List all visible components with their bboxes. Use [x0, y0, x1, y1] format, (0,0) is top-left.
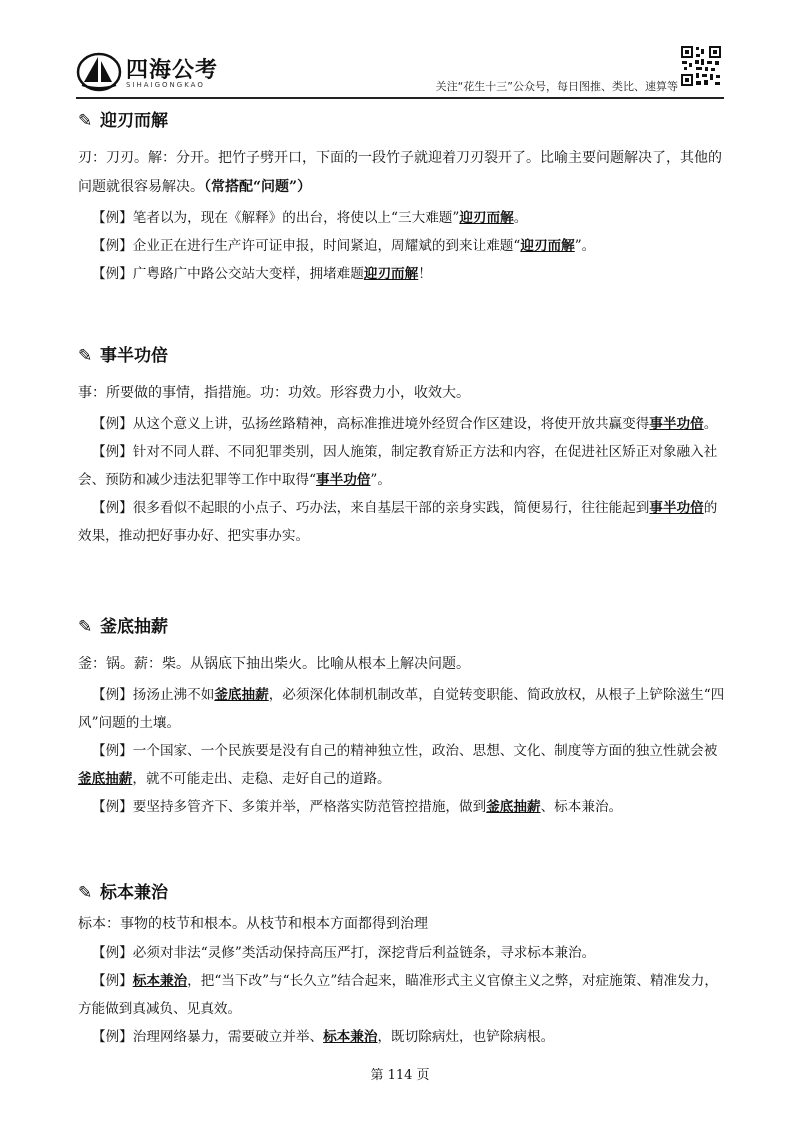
example-text: 【例】广粤路广中路公交站大变样，拥堵难题 — [92, 266, 364, 282]
example-keyword: 迎刃而解 — [520, 238, 575, 254]
example-text: 【例】企业正在进行生产许可证申报，时间紧迫，周耀斌的到来让难题“ — [92, 238, 521, 254]
definition-tag: （常搭配“问题”） — [204, 179, 312, 195]
example-text: 【例】 — [92, 973, 133, 989]
example-keyword: 迎刃而解 — [363, 266, 419, 282]
example — [78, 438, 728, 494]
example-text-end: ”。 — [370, 472, 391, 488]
definition-text: 釜：锅。薪：柴。从锅底下抽出柴火。比喻从根本上解决问题。 — [78, 656, 470, 672]
logo-text: 四海公考 — [126, 58, 219, 83]
page-header — [0, 0, 800, 100]
example — [78, 260, 728, 288]
example-text-end: 。 — [703, 416, 718, 432]
pencil-icon: ✎ — [78, 617, 93, 637]
example-text: 【例】治理网络暴力，需要破立并举、 — [92, 1029, 324, 1045]
definition-text: 标本：事物的枝节和根本。从枝节和根本方面都得到治理 — [78, 916, 428, 932]
section-title — [78, 880, 728, 906]
example-text-end: ，既切除病灶，也铲除病根。 — [377, 1029, 555, 1045]
example — [78, 204, 728, 232]
example-text: 【例】必须对非法“灵修”类活动保持高压严打，深挖背后利益链条，寻求标本兼治。 — [92, 945, 596, 961]
pencil-icon: ✎ — [78, 883, 93, 903]
definition — [78, 650, 728, 679]
section-title-text: 釜底抽薪 — [100, 617, 168, 637]
section-title — [78, 343, 728, 369]
section-fudichouxin — [78, 614, 728, 821]
header-note: 关注“花生十三”公众号，每日图推、类比、速算等 — [435, 80, 678, 93]
definition — [78, 144, 728, 202]
example-text-end: ，必须深化体制机制改革，自觉转变职能、简政放权，从根子上铲除滋生“四风”问题的土壤。 — [78, 687, 725, 731]
example-text-end: ”。 — [574, 238, 596, 254]
section-shibangongbei — [78, 343, 728, 550]
pencil-icon: ✎ — [78, 111, 93, 131]
section-title-text: 迎刃而解 — [100, 111, 168, 131]
sailboat-logo-icon — [76, 52, 122, 92]
logo-subtitle: SIHAIGONGKAO — [126, 81, 205, 89]
pencil-icon: ✎ — [78, 346, 93, 366]
example — [78, 410, 728, 438]
example-keyword: 标本兼治 — [323, 1029, 378, 1045]
section-title-text: 事半功倍 — [100, 346, 168, 366]
example-text: 【例】要坚持多管齐下、多策并举，严格落实防范管控措施，做到 — [92, 799, 487, 815]
example-text-end: ，把“当下改”与“长久立”结合起来，瞄准形式主义官僚主义之弊，对症施策、精准发力，方能做到真减负、见真效。 — [78, 973, 718, 1017]
example — [78, 232, 728, 260]
example — [78, 939, 728, 967]
example-text: 【例】从这个意义上讲，弘扬丝路精神，高标准推进境外经贸合作区建设，将使开放共赢变得 — [92, 416, 650, 432]
section-title-text: 标本兼治 — [100, 883, 168, 903]
example — [78, 793, 728, 821]
example — [78, 1023, 728, 1051]
example-keyword: 事半功倍 — [649, 416, 704, 432]
example — [78, 681, 728, 737]
section-yingrenerjie — [78, 108, 728, 288]
example-keyword: 釜底抽薪 — [486, 799, 541, 815]
example-text: 【例】很多看似不起眼的小点子、巧办法，来自基层干部的亲身实践，简便易行，往往能起到 — [92, 500, 650, 516]
example-text: 【例】笔者以为，现在《解释》的出台，将使以上“三大难题” — [92, 210, 460, 226]
definition-text: 事：所要做的事情，指措施。功：功效。形容费力小，收效大。 — [78, 385, 470, 401]
definition — [78, 910, 728, 939]
example-keyword: 事半功倍 — [649, 500, 704, 516]
example-keyword: 事半功倍 — [316, 472, 371, 488]
section-title — [78, 614, 728, 640]
example-text: 【例】一个国家、一个民族要是没有自己的精神独立性，政治、思想、文化、制度等方面的独立性就会被 — [92, 743, 718, 759]
example-text-end: 、标本兼治。 — [540, 799, 623, 815]
definition — [78, 379, 728, 408]
section-title — [78, 108, 728, 134]
example — [78, 494, 728, 550]
example-text: 【例】针对不同人群、不同犯罪类别，因人施策，制定教育矫正方法和内容，在促进社区矫正对象融入社会、预防和减少违法犯罪等工作中取得“ — [78, 444, 718, 488]
example-text-end: 的效果，推动把好事办好、把实事办实。 — [78, 500, 718, 544]
example-keyword: 标本兼治 — [132, 973, 188, 989]
example-text: 【例】扬汤止沸不如 — [92, 687, 215, 703]
example-keyword: 釜底抽薪 — [214, 687, 269, 703]
page-number: 第 114 页 — [370, 1068, 430, 1083]
example — [78, 737, 728, 793]
definition-text: 刃：刀刃。解：分开。把竹子劈开口，下面的一段竹子就迎着刀刃裂开了。比喻主要问题解决了，其他的问题就很容易解决。 — [78, 150, 722, 195]
example-text-end: 。 — [513, 210, 528, 226]
example-text-end: ，就不可能走出、走稳、走好自己的道路。 — [132, 771, 391, 787]
qr-code-icon — [680, 45, 722, 87]
example — [78, 967, 728, 1023]
section-biaobenjianzhi — [78, 880, 728, 1051]
example-text-end: ！ — [418, 266, 432, 282]
header-divider — [76, 97, 724, 99]
example-keyword: 迎刃而解 — [459, 210, 514, 226]
example-keyword: 釜底抽薪 — [78, 771, 133, 787]
